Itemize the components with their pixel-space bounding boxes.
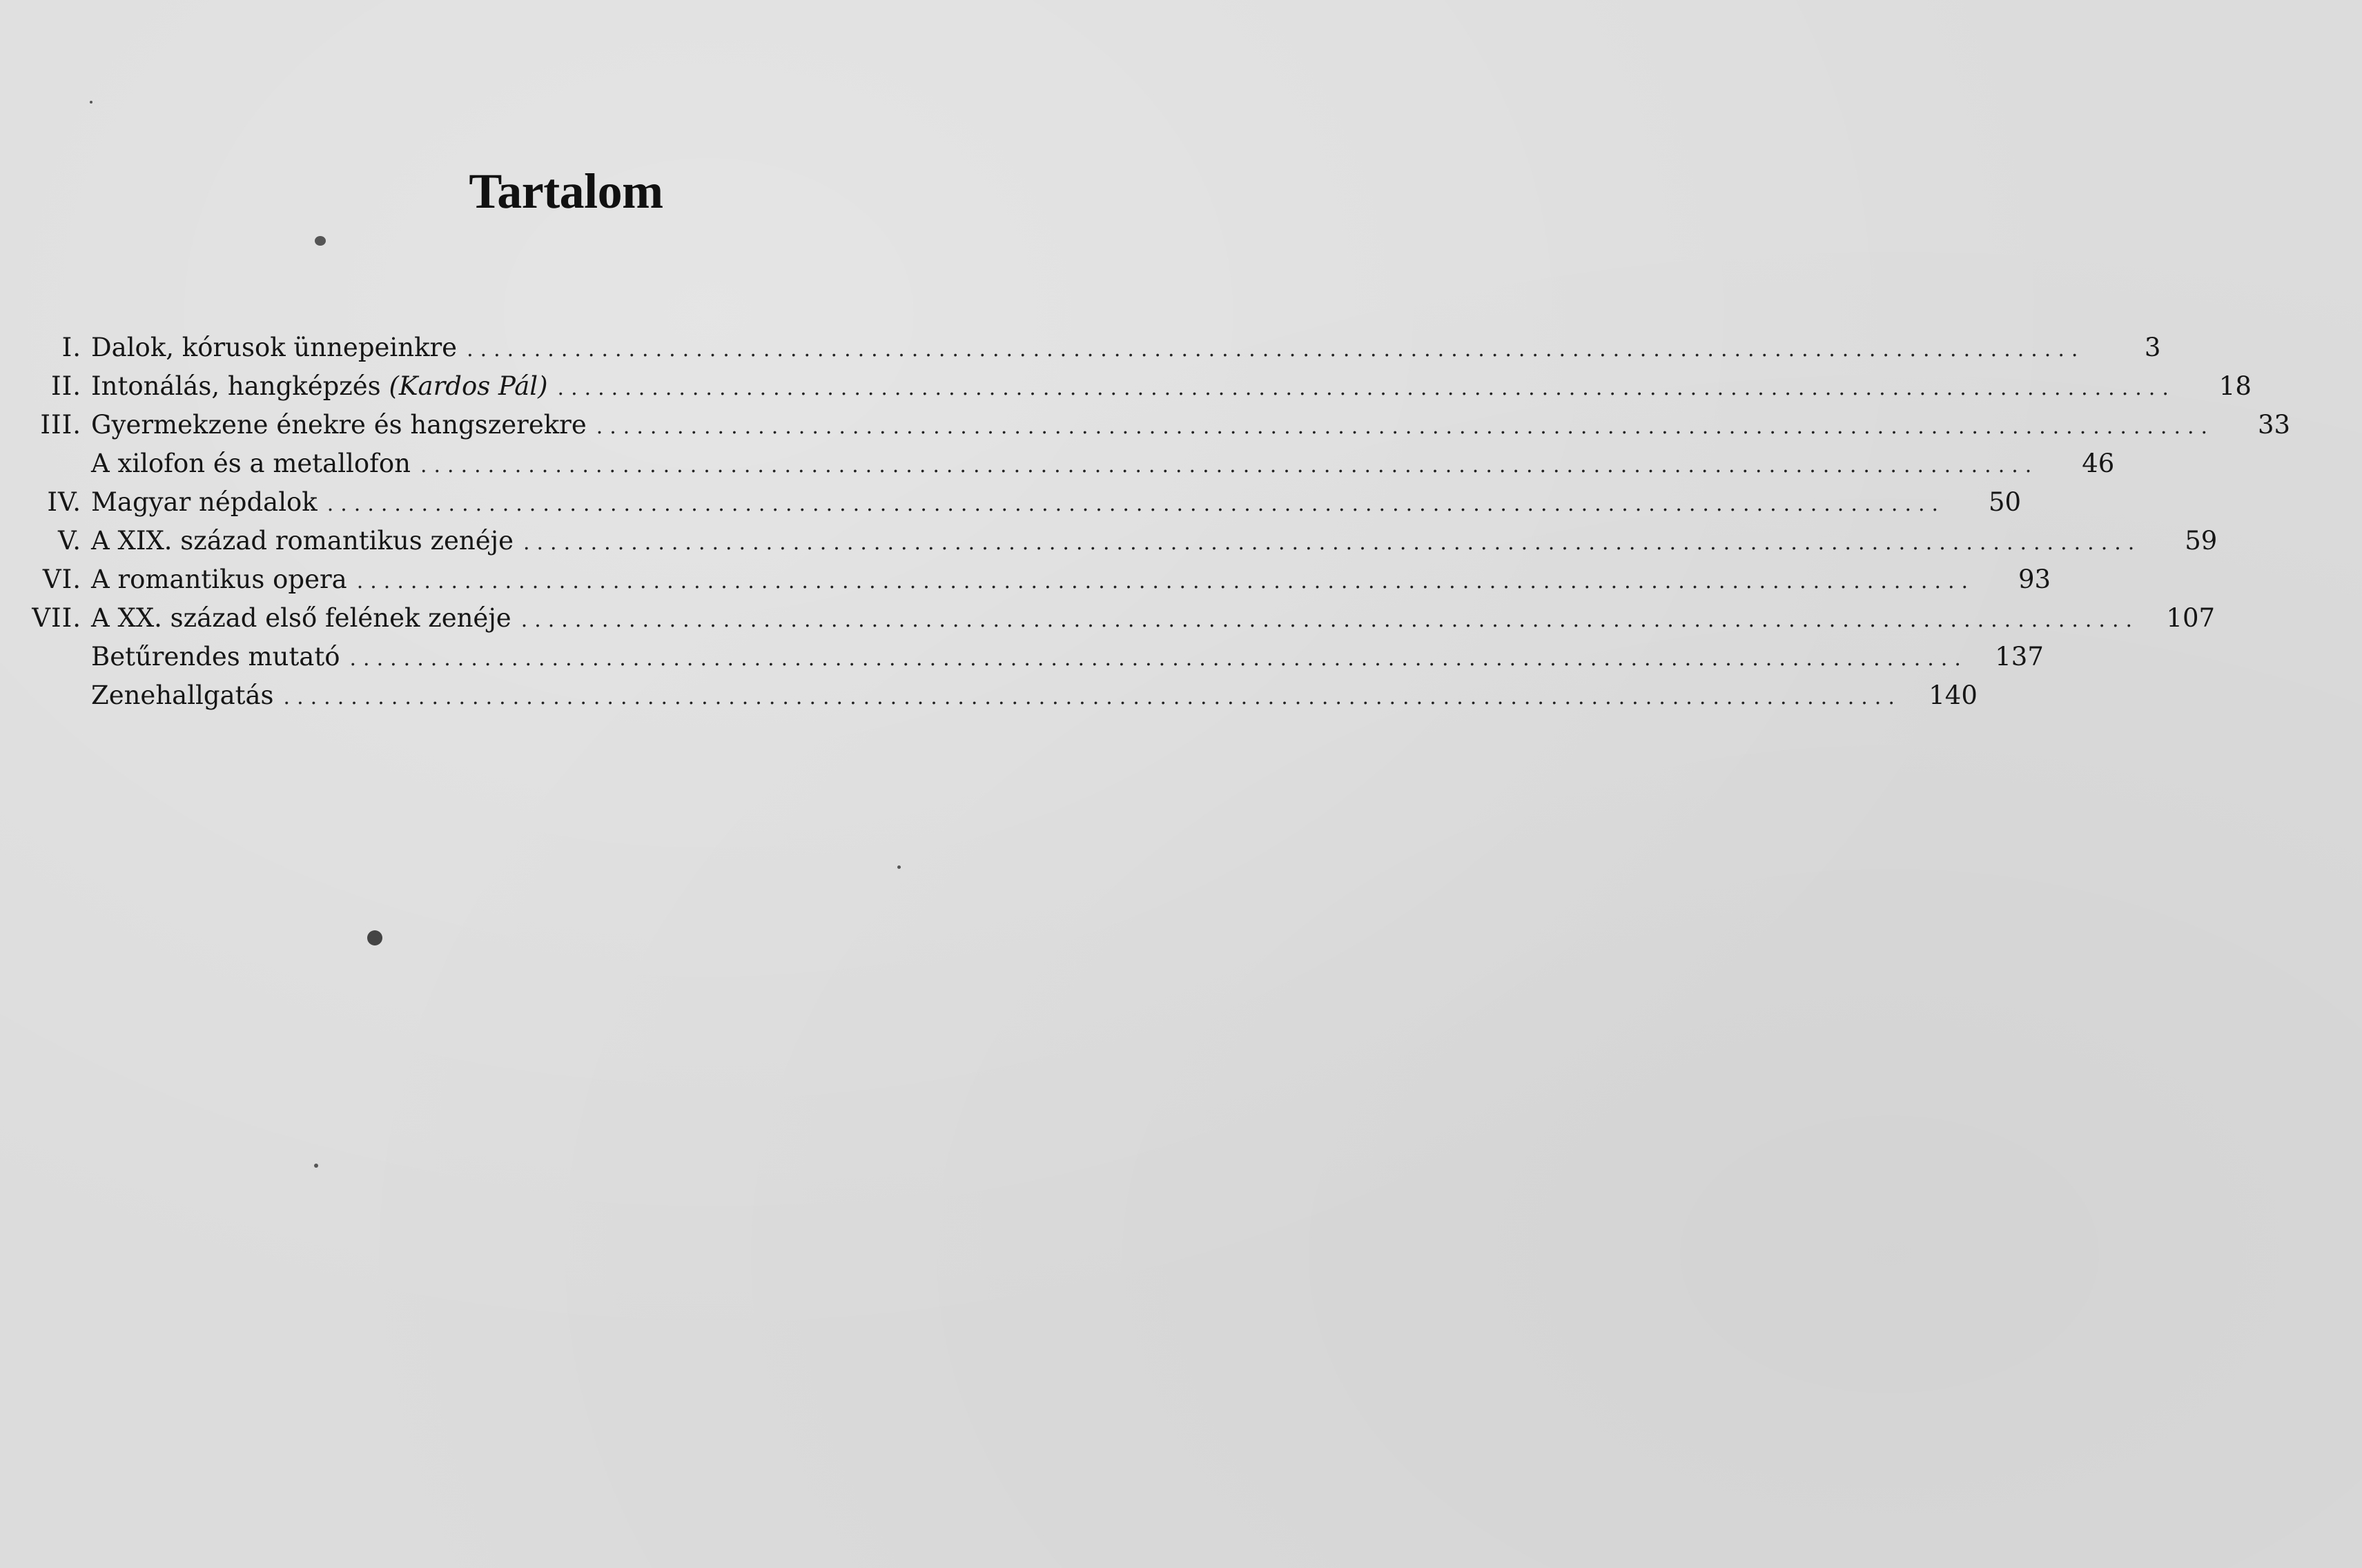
paper-speck <box>315 236 326 246</box>
toc-entry-title: Zenehallgatás <box>91 680 274 710</box>
paper-speck <box>90 101 92 104</box>
dot-leader: ........................................................................................................................ <box>520 608 2140 632</box>
toc-entry-title: A romantikus opera <box>91 565 347 594</box>
toc-page-number: 140 <box>1929 680 1978 710</box>
dot-leader: ........................................................................................................................ <box>523 531 2142 555</box>
toc-row <box>0 329 2161 367</box>
toc-page-number: 93 <box>2018 565 2051 594</box>
toc-chapter-numeral: III. <box>40 410 81 440</box>
toc-chapter-numeral: V. <box>57 526 81 556</box>
dot-leader: ........................................................................................................................ <box>283 685 1902 709</box>
toc-page-number: 18 <box>2218 371 2252 401</box>
dot-leader: ........................................................................................................................ <box>557 376 2176 400</box>
toc-row <box>0 599 2216 638</box>
toc-page-number: 33 <box>2257 410 2291 440</box>
toc-entry-title: A xilofon és a metallofon <box>91 449 411 478</box>
toc-chapter-numeral: VI. <box>42 565 81 594</box>
toc-row <box>0 560 2051 599</box>
dot-leader: ........................................................................................................................ <box>326 492 1946 516</box>
toc-page-number: 107 <box>2166 603 2216 633</box>
toc-chapter-numeral: IV. <box>47 487 81 517</box>
dot-leader: ........................................................................................................................ <box>420 453 2039 478</box>
toc-page-number: 46 <box>2082 449 2115 478</box>
toc-chapter-numeral: I. <box>61 333 81 362</box>
toc-row <box>0 676 1978 715</box>
toc-entry-title: Magyar népdalok <box>91 487 318 517</box>
toc-row <box>0 406 2291 444</box>
toc-row <box>0 367 2252 406</box>
page-title: Tartalom <box>469 164 663 219</box>
table-of-contents <box>0 329 2291 715</box>
toc-entry-title: Gyermekzene énekre és hangszerekre <box>91 410 587 440</box>
toc-page-number: 137 <box>1995 642 2044 672</box>
dot-leader: ........................................................................................................................ <box>596 415 2215 439</box>
dot-leader: ........................................................................................................................ <box>356 569 1975 594</box>
paper-speck <box>314 1164 318 1168</box>
toc-entry-title: Betűrendes mutató <box>91 642 340 672</box>
toc-entry-title: A XX. század első felének zenéje <box>91 603 511 633</box>
toc-entry-title: Intonálás, hangképzés (Kardos Pál) <box>91 371 548 401</box>
toc-row <box>0 522 2218 560</box>
paper-speck <box>897 865 901 869</box>
paper-speck <box>367 930 382 945</box>
toc-entry-title: A XIX. század romantikus zenéje <box>91 526 514 556</box>
toc-page-number: 3 <box>2144 333 2161 362</box>
toc-row <box>0 483 2022 522</box>
toc-entry-title: Dalok, kórusok ünnepeinkre <box>91 333 458 362</box>
toc-row <box>0 444 2115 483</box>
toc-entry-author: (Kardos Pál) <box>389 371 548 401</box>
toc-page-number: 50 <box>1988 487 2022 517</box>
dot-leader: ........................................................................................................................ <box>349 647 1968 671</box>
toc-chapter-numeral: VII. <box>32 603 81 633</box>
toc-page-number: 59 <box>2185 526 2218 556</box>
toc-chapter-numeral: II. <box>51 371 81 401</box>
toc-row <box>0 638 2044 676</box>
dot-leader: ........................................................................................................................ <box>467 337 2085 362</box>
